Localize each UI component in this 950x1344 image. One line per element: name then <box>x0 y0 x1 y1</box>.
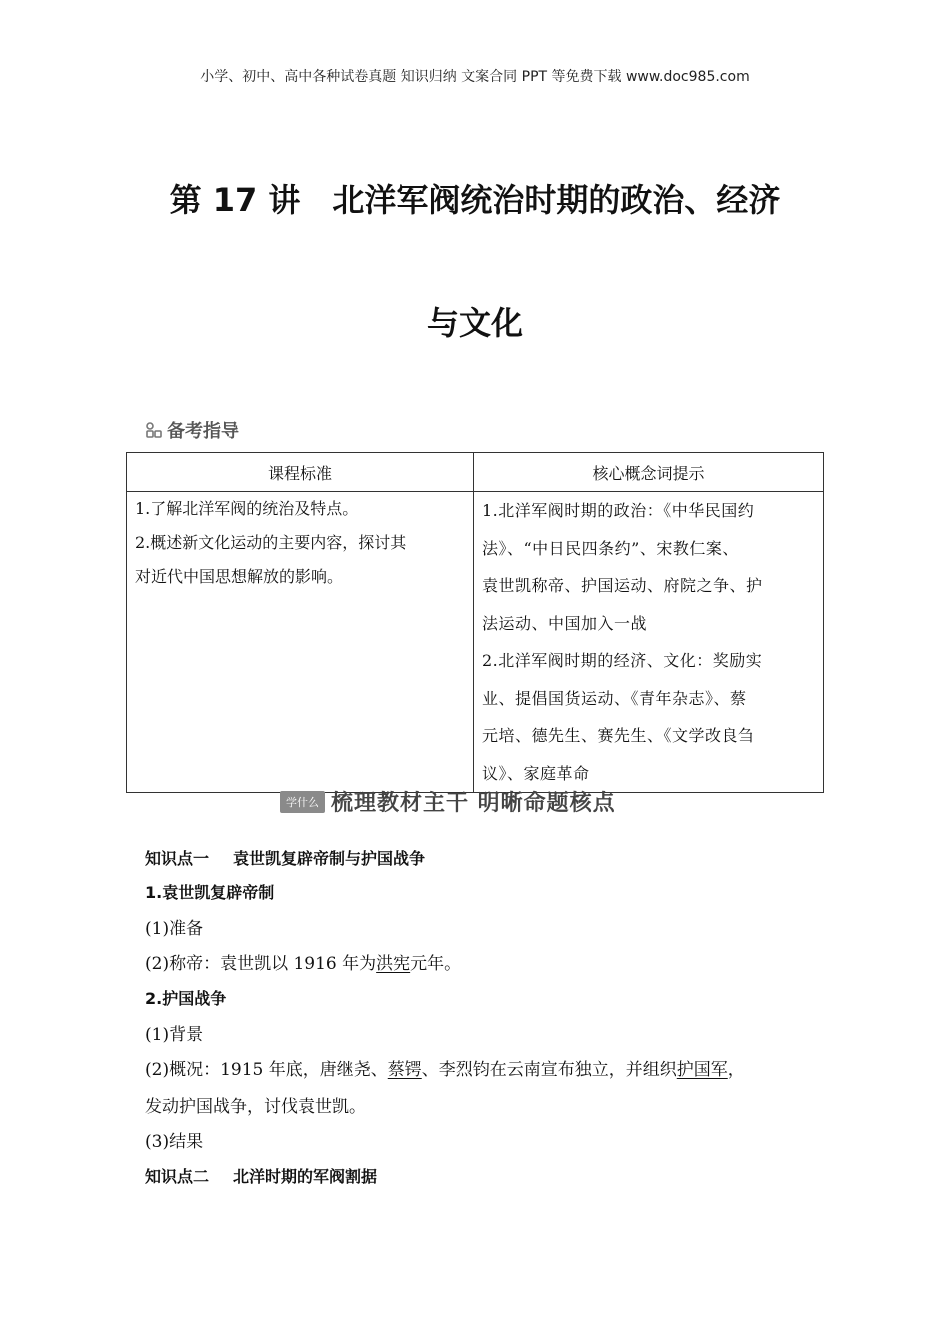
underlined-term: 蔡锷 <box>387 1060 422 1080</box>
kp2-title: 北洋时期的军阀割据 <box>233 1167 378 1186</box>
standards-cell <box>127 492 474 793</box>
page-title-line1: 第 17 讲 北洋军阀统治时期的政治、经济 <box>169 181 781 219</box>
paragraph: 发动护国战争，讨伐袁世凯。 <box>145 1097 366 1117</box>
knowledge-point-2 <box>145 1166 377 1188</box>
kp1-label: 知识点一 <box>145 849 210 868</box>
concepts-cell <box>474 492 824 793</box>
kp1-title: 袁世凯复辟帝制与护国战争 <box>233 849 426 868</box>
text-run: 、李烈钧在云南宣布独立，并组织 <box>421 1060 677 1080</box>
standard-line: 1.了解北洋军阀的统治及特点。 <box>135 499 359 518</box>
standard-line: 2.概述新文化运动的主要内容，探讨其 <box>135 533 407 552</box>
text-run: (2)称帝：袁世凯以 1916 年为 <box>145 954 377 974</box>
concept-line: 2.北洋军阀时期的经济、文化：奖励实 <box>482 651 763 670</box>
guide-table <box>126 452 824 793</box>
guide-heading-text: 备考指导 <box>167 421 239 442</box>
section-banner <box>280 786 616 817</box>
concept-line: 法运动、中国加入一战 <box>482 613 648 633</box>
text-run: 元年。 <box>410 954 462 974</box>
concept-line: 1.北洋军阀时期的政治：《中华民国约 <box>482 501 755 520</box>
underlined-term: 洪宪 <box>376 954 411 974</box>
kp2-label: 知识点二 <box>145 1167 210 1186</box>
table-header-row <box>127 453 824 492</box>
guide-heading <box>145 417 239 443</box>
text-run: (2)概况：1915 年底，唐继尧、 <box>145 1060 388 1080</box>
subheading-1: 1.袁世凯复辟帝制 <box>145 883 275 902</box>
concept-line: 法》、“中日民四条约”、宋教仁案、 <box>482 538 739 558</box>
page-title-line2: 与文化 <box>426 304 523 342</box>
concept-line: 元培、德先生、赛先生、《文学改良刍 <box>482 726 755 745</box>
subheading-2: 2.护国战争 <box>145 989 227 1008</box>
guide-icon <box>145 421 163 439</box>
paragraph: (1)背景 <box>145 1025 204 1045</box>
paragraph: (1)准备 <box>145 919 204 939</box>
col-header-standards: 课程标准 <box>127 453 474 492</box>
concept-line: 业、提倡国货运动、《青年杂志》、蔡 <box>482 688 747 708</box>
knowledge-point-1 <box>145 848 425 870</box>
standard-line: 对近代中国思想解放的影响。 <box>135 567 344 586</box>
banner-text: 梳理教材主干 明晰命题核点 <box>331 791 616 816</box>
concept-line: 袁世凯称帝、护国运动、府院之争、护 <box>482 576 763 595</box>
page-header: 小学、初中、高中各种试卷真题 知识归纳 文案合同 PPT 等免费下载 www.doc985.com <box>200 69 750 85</box>
banner-tag: 学什么 <box>280 791 325 813</box>
paragraph <box>145 953 461 975</box>
table-row <box>127 492 824 793</box>
underlined-term: 护国军 <box>676 1060 728 1080</box>
col-header-concepts: 核心概念词提示 <box>474 453 824 492</box>
text-run: ， <box>727 1060 745 1080</box>
paragraph <box>145 1059 745 1081</box>
concept-line: 议》、家庭革命 <box>482 763 590 783</box>
paragraph: (3)结果 <box>145 1132 204 1152</box>
